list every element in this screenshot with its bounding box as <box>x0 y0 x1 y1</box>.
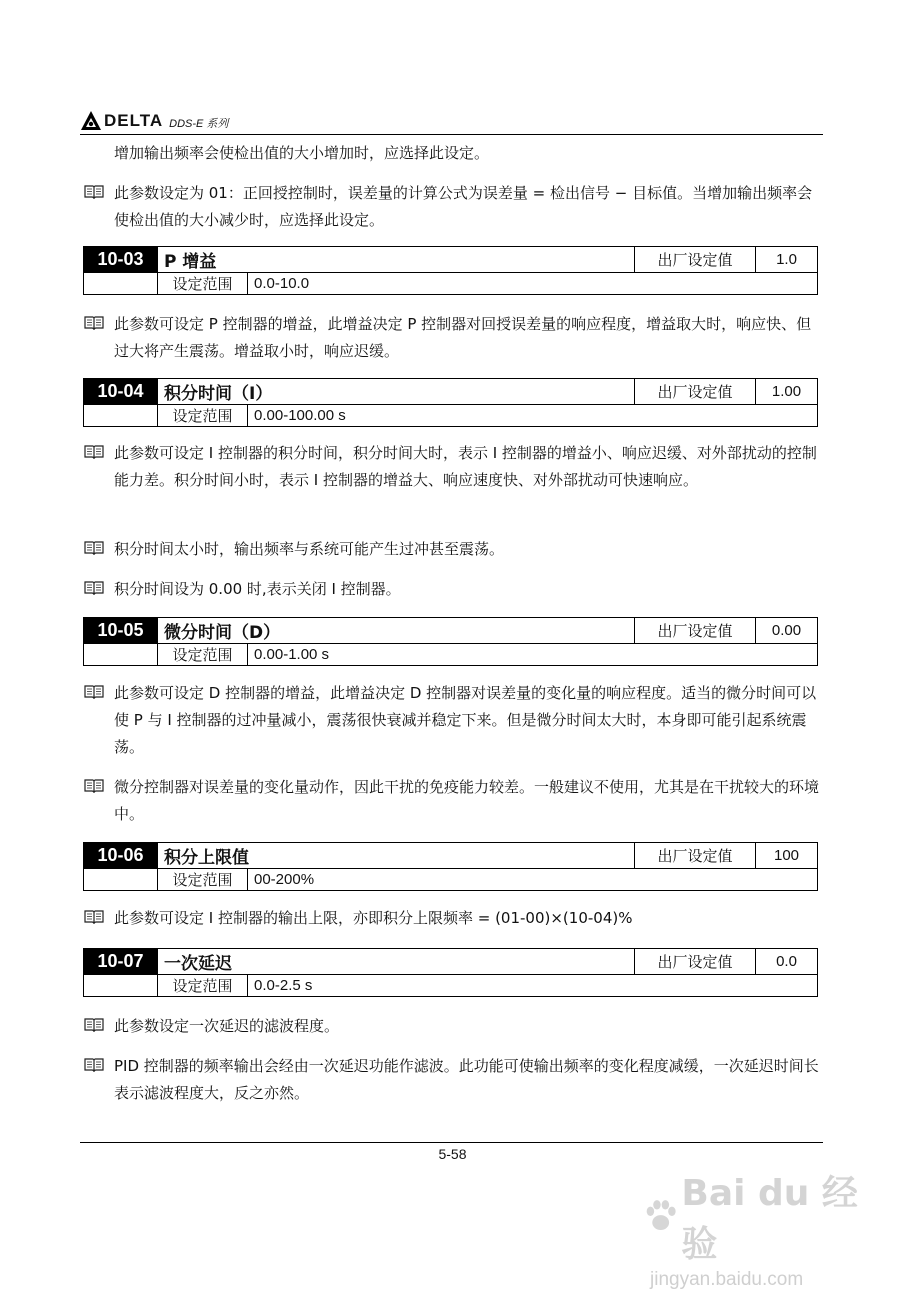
param-code: 10-03 <box>84 247 158 273</box>
range-label: 设定范围 <box>158 869 248 891</box>
param-table-10-05 <box>83 617 818 666</box>
param-table-10-07 <box>83 948 818 997</box>
watermark-text: Bai du 经验 <box>681 1173 858 1265</box>
param-name: 一次延迟 <box>158 949 635 975</box>
paw-icon <box>642 1196 679 1236</box>
param-table-10-03 <box>83 246 818 295</box>
series-label: DDS-E 系列 <box>169 117 229 130</box>
param-code: 10-04 <box>84 379 158 405</box>
default-label: 出厂设定值 <box>635 247 756 273</box>
empty-cell <box>84 273 158 295</box>
note-text: 此参数可设定 P 控制器的增益，此增益决定 P 控制器对回授误差量的响应程度，增益取大时，响应快、但过大将产生震荡。增益取小时，响应迟缓。 <box>114 315 812 360</box>
default-label: 出厂设定值 <box>635 379 756 405</box>
note-text: 积分时间设为 0.00 时,表示关闭 I 控制器。 <box>114 580 401 598</box>
default-label: 出厂设定值 <box>635 949 756 975</box>
param-table-10-06 <box>83 842 818 891</box>
book-icon <box>84 684 104 699</box>
range-label: 设定范围 <box>158 644 248 666</box>
note-paragraph <box>84 576 820 603</box>
default-value: 100 <box>756 843 818 869</box>
param-name: 微分时间（D） <box>158 618 635 644</box>
note-text: 积分时间太小时，输出频率与系统可能产生过冲甚至震荡。 <box>114 540 505 558</box>
watermark-logo <box>640 1165 880 1267</box>
param-name: P 增益 <box>158 247 635 273</box>
note-text: 微分控制器对误差量的变化量动作，因此干扰的免疫能力较差。一般建议不使用，尤其是在干扰较大的环境中。 <box>114 778 820 823</box>
intro-continuation: 增加输出频率会使检出值的大小增加时，应选择此设定。 <box>114 144 490 162</box>
note-paragraph <box>84 774 820 828</box>
note-text: 此参数可设定 I 控制器的输出上限，亦即积分上限频率 = (01-00)×(10-04)% <box>114 909 633 927</box>
note-paragraph <box>84 905 820 932</box>
note-paragraph <box>84 536 820 563</box>
empty-cell <box>84 869 158 891</box>
range-value: 0.0-2.5 s <box>248 975 818 997</box>
range-value: 0.00-1.00 s <box>248 644 818 666</box>
note-paragraph <box>84 311 820 365</box>
book-icon <box>84 444 104 459</box>
default-value: 1.0 <box>756 247 818 273</box>
default-value: 0.00 <box>756 618 818 644</box>
note-text: 此参数设定为 01：正回授控制时，误差量的计算公式为误差量 = 检出信号 − 目标值。当增加输出频率会使检出值的大小减少时，应选择此设定。 <box>114 184 813 229</box>
note-paragraph <box>84 1013 820 1040</box>
watermark <box>640 1165 880 1291</box>
empty-cell <box>84 975 158 997</box>
param-code: 10-06 <box>84 843 158 869</box>
range-label: 设定范围 <box>158 405 248 427</box>
empty-cell <box>84 405 158 427</box>
param-table-10-04 <box>83 378 818 427</box>
range-value: 0.00-100.00 s <box>248 405 818 427</box>
range-value: 00-200% <box>248 869 818 891</box>
note-text: 此参数可设定 I 控制器的积分时间，积分时间大时，表示 I 控制器的增益小、响应迟缓、对外部扰动的控制能力差。积分时间小时，表示 I 控制器的增益大、响应速度快、对外部扰动可快速响应。 <box>114 444 817 489</box>
default-value: 0.0 <box>756 949 818 975</box>
header-rule <box>80 134 823 135</box>
note-paragraph <box>84 1053 820 1107</box>
param-name: 积分时间（I） <box>158 379 635 405</box>
note-text: PID 控制器的频率输出会经由一次延迟功能作滤波。此功能可使输出频率的变化程度减缓，一次延迟时间长表示滤波程度大，反之亦然。 <box>114 1057 819 1102</box>
default-label: 出厂设定值 <box>635 618 756 644</box>
book-icon <box>84 315 104 330</box>
page-number: 5-58 <box>438 1146 467 1162</box>
book-icon <box>84 909 104 924</box>
note-paragraph <box>84 180 820 234</box>
default-value: 1.00 <box>756 379 818 405</box>
book-icon <box>84 540 104 555</box>
range-label: 设定范围 <box>158 273 248 295</box>
footer-rule <box>80 1142 823 1143</box>
book-icon <box>84 778 104 793</box>
page-header <box>80 109 228 133</box>
note-paragraph <box>84 680 820 761</box>
delta-logo-icon <box>80 110 102 132</box>
note-text: 此参数设定一次延迟的滤波程度。 <box>114 1017 340 1035</box>
note-text: 此参数可设定 D 控制器的增益，此增益决定 D 控制器对误差量的变化量的响应程度。适当的微分时间可以使 P 与 I 控制器的过冲量减小，震荡很快衰减并稳定下来。但是微分时间太大时，本身即可能引起系统震荡。 <box>114 684 817 756</box>
watermark-url: jingyan.baidu.com <box>650 1269 804 1290</box>
book-icon <box>84 580 104 595</box>
range-value: 0.0-10.0 <box>248 273 818 295</box>
book-icon <box>84 1017 104 1032</box>
book-icon <box>84 1057 104 1072</box>
empty-cell <box>84 644 158 666</box>
param-code: 10-05 <box>84 618 158 644</box>
range-label: 设定范围 <box>158 975 248 997</box>
book-icon <box>84 184 104 199</box>
brand-name: DELTA <box>104 111 164 130</box>
param-name: 积分上限值 <box>158 843 635 869</box>
default-label: 出厂设定值 <box>635 843 756 869</box>
note-paragraph <box>84 440 820 494</box>
param-code: 10-07 <box>84 949 158 975</box>
